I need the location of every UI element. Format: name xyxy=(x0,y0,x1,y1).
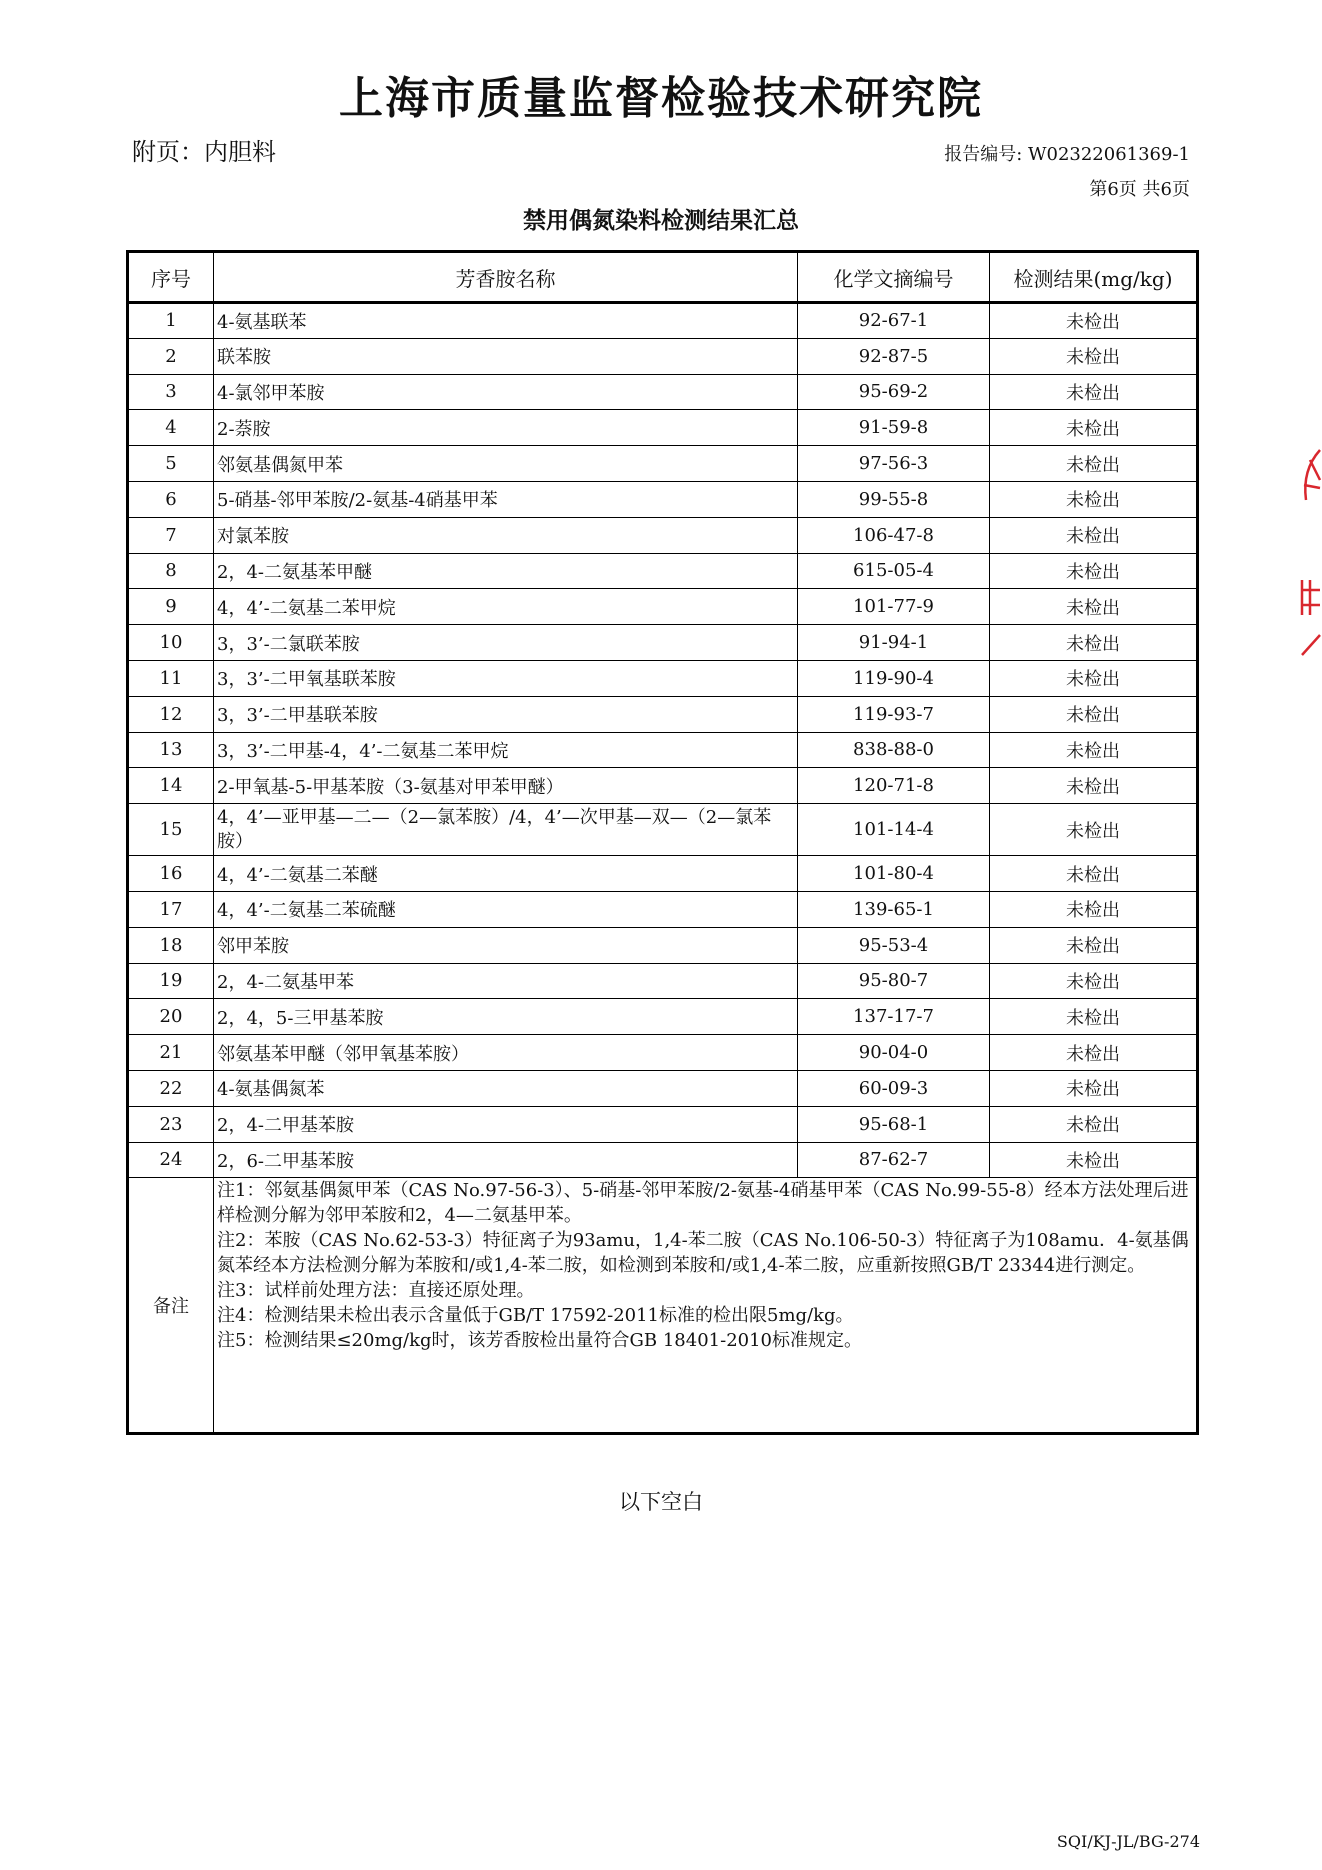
header-no: 序号 xyxy=(128,252,214,303)
cas-number: 92-67-1 xyxy=(798,303,990,339)
amine-name: 2，4-二甲基苯胺 xyxy=(214,1106,798,1142)
form-code: SQI/KJ-JL/BG-274 xyxy=(1056,1832,1200,1851)
row-number: 21 xyxy=(128,1035,214,1071)
cas-number: 119-90-4 xyxy=(798,660,990,696)
cas-number: 101-14-4 xyxy=(798,804,990,856)
table-row xyxy=(128,696,1198,732)
cas-number: 95-69-2 xyxy=(798,374,990,410)
table-row xyxy=(128,338,1198,374)
table-row xyxy=(128,1070,1198,1106)
row-number: 10 xyxy=(128,625,214,661)
header-amine-name: 芳香胺名称 xyxy=(214,252,798,303)
cas-number: 87-62-7 xyxy=(798,1142,990,1178)
table-row xyxy=(128,410,1198,446)
row-number: 11 xyxy=(128,660,214,696)
table-row xyxy=(128,660,1198,696)
row-number: 7 xyxy=(128,517,214,553)
table-row xyxy=(128,553,1198,589)
row-number: 5 xyxy=(128,446,214,482)
table-row xyxy=(128,927,1198,963)
amine-name: 2，6-二甲基苯胺 xyxy=(214,1142,798,1178)
amine-name: 4-氯邻甲苯胺 xyxy=(214,374,798,410)
result-value: 未检出 xyxy=(990,446,1198,482)
table-row xyxy=(128,589,1198,625)
table-row xyxy=(128,768,1198,804)
row-number: 18 xyxy=(128,927,214,963)
result-value: 未检出 xyxy=(990,1035,1198,1071)
cas-number: 92-87-5 xyxy=(798,338,990,374)
result-value: 未检出 xyxy=(990,660,1198,696)
note-item: 注2：苯胺（CAS No.62-53-3）特征离子为93amu，1,4-苯二胺（CAS No.106-50-3）特征离子为108amu．4-氨基偶氮苯经本方法检测分解为苯胺和/或1,4-苯二胺，如检测到苯胺和/或1,4-苯二胺，应重新按照GB/T 23344进行测定。 xyxy=(217,1230,1189,1277)
blank-below-note: 以下空白 xyxy=(619,1490,703,1514)
table-row xyxy=(128,303,1198,339)
results-table xyxy=(126,250,1199,1435)
table-row xyxy=(128,804,1198,856)
table-row xyxy=(128,1142,1198,1178)
amine-name: 4-氨基偶氮苯 xyxy=(214,1070,798,1106)
result-value: 未检出 xyxy=(990,338,1198,374)
note-item: 注4：检测结果未检出表示含量低于GB/T 17592-2011标准的检出限5mg/kg。 xyxy=(217,1305,854,1327)
header-cas-number: 化学文摘编号 xyxy=(798,252,990,303)
table-row xyxy=(128,374,1198,410)
row-number: 22 xyxy=(128,1070,214,1106)
cas-number: 90-04-0 xyxy=(798,1035,990,1071)
amine-name: 联苯胺 xyxy=(214,338,798,374)
result-value: 未检出 xyxy=(990,891,1198,927)
result-value: 未检出 xyxy=(990,732,1198,768)
cas-number: 97-56-3 xyxy=(798,446,990,482)
table-row xyxy=(128,446,1198,482)
result-value: 未检出 xyxy=(990,553,1198,589)
amine-name: 4，4’—亚甲基—二—（2—氯苯胺）/4，4’—次甲基—双—（2—氯苯胺） xyxy=(214,804,798,856)
row-number: 15 xyxy=(128,804,214,856)
page-number: 第6页 共6页 xyxy=(1089,179,1190,200)
row-number: 3 xyxy=(128,374,214,410)
table-title: 禁用偶氮染料检测结果汇总 xyxy=(523,208,799,234)
table-row xyxy=(128,999,1198,1035)
result-value: 未检出 xyxy=(990,1142,1198,1178)
row-number: 13 xyxy=(128,732,214,768)
amine-name: 4-氨基联苯 xyxy=(214,303,798,339)
cas-number: 101-77-9 xyxy=(798,589,990,625)
row-number: 23 xyxy=(128,1106,214,1142)
row-number: 16 xyxy=(128,856,214,892)
table-row xyxy=(128,517,1198,553)
amine-name: 2，4，5-三甲基苯胺 xyxy=(214,999,798,1035)
result-value: 未检出 xyxy=(990,374,1198,410)
table-row xyxy=(128,891,1198,927)
cas-number: 95-68-1 xyxy=(798,1106,990,1142)
result-value: 未检出 xyxy=(990,963,1198,999)
row-number: 6 xyxy=(128,481,214,517)
result-value: 未检出 xyxy=(990,517,1198,553)
cas-number: 99-55-8 xyxy=(798,481,990,517)
amine-name: 3，3’-二甲基-4，4’-二氨基二苯甲烷 xyxy=(214,732,798,768)
result-value: 未检出 xyxy=(990,589,1198,625)
amine-name: 5-硝基-邻甲苯胺/2-氨基-4硝基甲苯 xyxy=(214,481,798,517)
table-row xyxy=(128,1035,1198,1071)
table-row xyxy=(128,963,1198,999)
seal-stamp-fragment xyxy=(1292,440,1322,660)
row-number: 1 xyxy=(128,303,214,339)
cas-number: 139-65-1 xyxy=(798,891,990,927)
amine-name: 对氯苯胺 xyxy=(214,517,798,553)
table-row xyxy=(128,625,1198,661)
note-item: 注1：邻氨基偶氮甲苯（CAS No.97-56-3）、5-硝基-邻甲苯胺/2-氨基-4硝基甲苯（CAS No.99-55-8）经本方法处理后进样检测分解为邻甲苯胺和2，4—二氨基甲苯。 xyxy=(217,1180,1189,1227)
note-item: 注5：检测结果≤20mg/kg时，该芳香胺检出量符合GB 18401-2010标准规定。 xyxy=(217,1330,863,1352)
result-value: 未检出 xyxy=(990,410,1198,446)
row-number: 4 xyxy=(128,410,214,446)
result-value: 未检出 xyxy=(990,927,1198,963)
note-item: 注3：试样前处理方法：直接还原处理。 xyxy=(217,1280,535,1302)
result-value: 未检出 xyxy=(990,804,1198,856)
cas-number: 137-17-7 xyxy=(798,999,990,1035)
table-row xyxy=(128,481,1198,517)
table-row xyxy=(128,856,1198,892)
row-number: 20 xyxy=(128,999,214,1035)
result-value: 未检出 xyxy=(990,768,1198,804)
notes-row xyxy=(128,1178,1198,1434)
row-number: 14 xyxy=(128,768,214,804)
appendix-label: 附页：内胆料 xyxy=(132,138,276,166)
table-header-row xyxy=(128,252,1198,303)
amine-name: 邻氨基偶氮甲苯 xyxy=(214,446,798,482)
document-title: 上海市质量监督检验技术研究院 xyxy=(339,73,983,124)
amine-name: 邻甲苯胺 xyxy=(214,927,798,963)
amine-name: 2-甲氧基-5-甲基苯胺（3-氨基对甲苯甲醚） xyxy=(214,768,798,804)
cas-number: 60-09-3 xyxy=(798,1070,990,1106)
amine-name: 4，4’-二氨基二苯硫醚 xyxy=(214,891,798,927)
result-value: 未检出 xyxy=(990,1070,1198,1106)
cas-number: 95-53-4 xyxy=(798,927,990,963)
result-value: 未检出 xyxy=(990,856,1198,892)
amine-name: 2-萘胺 xyxy=(214,410,798,446)
cas-number: 101-80-4 xyxy=(798,856,990,892)
cas-number: 91-59-8 xyxy=(798,410,990,446)
row-number: 12 xyxy=(128,696,214,732)
notes-label: 备注 xyxy=(128,1178,214,1434)
header-result: 检测结果(mg/kg) xyxy=(990,252,1198,303)
cas-number: 95-80-7 xyxy=(798,963,990,999)
table-row xyxy=(128,732,1198,768)
row-number: 2 xyxy=(128,338,214,374)
amine-name: 3，3’-二甲基联苯胺 xyxy=(214,696,798,732)
row-number: 9 xyxy=(128,589,214,625)
amine-name: 3，3’-二甲氧基联苯胺 xyxy=(214,660,798,696)
result-value: 未检出 xyxy=(990,481,1198,517)
table-row xyxy=(128,1106,1198,1142)
amine-name: 2，4-二氨基苯甲醚 xyxy=(214,553,798,589)
result-value: 未检出 xyxy=(990,303,1198,339)
row-number: 8 xyxy=(128,553,214,589)
amine-name: 4，4’-二氨基二苯醚 xyxy=(214,856,798,892)
cas-number: 91-94-1 xyxy=(798,625,990,661)
report-number: 报告编号: W02322061369-1 xyxy=(944,144,1190,165)
result-value: 未检出 xyxy=(990,1106,1198,1142)
amine-name: 2，4-二氨基甲苯 xyxy=(214,963,798,999)
row-number: 19 xyxy=(128,963,214,999)
row-number: 24 xyxy=(128,1142,214,1178)
notes-content xyxy=(214,1178,1198,1434)
cas-number: 615-05-4 xyxy=(798,553,990,589)
cas-number: 119-93-7 xyxy=(798,696,990,732)
result-value: 未检出 xyxy=(990,999,1198,1035)
result-value: 未检出 xyxy=(990,625,1198,661)
amine-name: 4，4’-二氨基二苯甲烷 xyxy=(214,589,798,625)
amine-name: 邻氨基苯甲醚（邻甲氧基苯胺） xyxy=(214,1035,798,1071)
row-number: 17 xyxy=(128,891,214,927)
cas-number: 106-47-8 xyxy=(798,517,990,553)
cas-number: 120-71-8 xyxy=(798,768,990,804)
cas-number: 838-88-0 xyxy=(798,732,990,768)
result-value: 未检出 xyxy=(990,696,1198,732)
amine-name: 3，3’-二氯联苯胺 xyxy=(214,625,798,661)
